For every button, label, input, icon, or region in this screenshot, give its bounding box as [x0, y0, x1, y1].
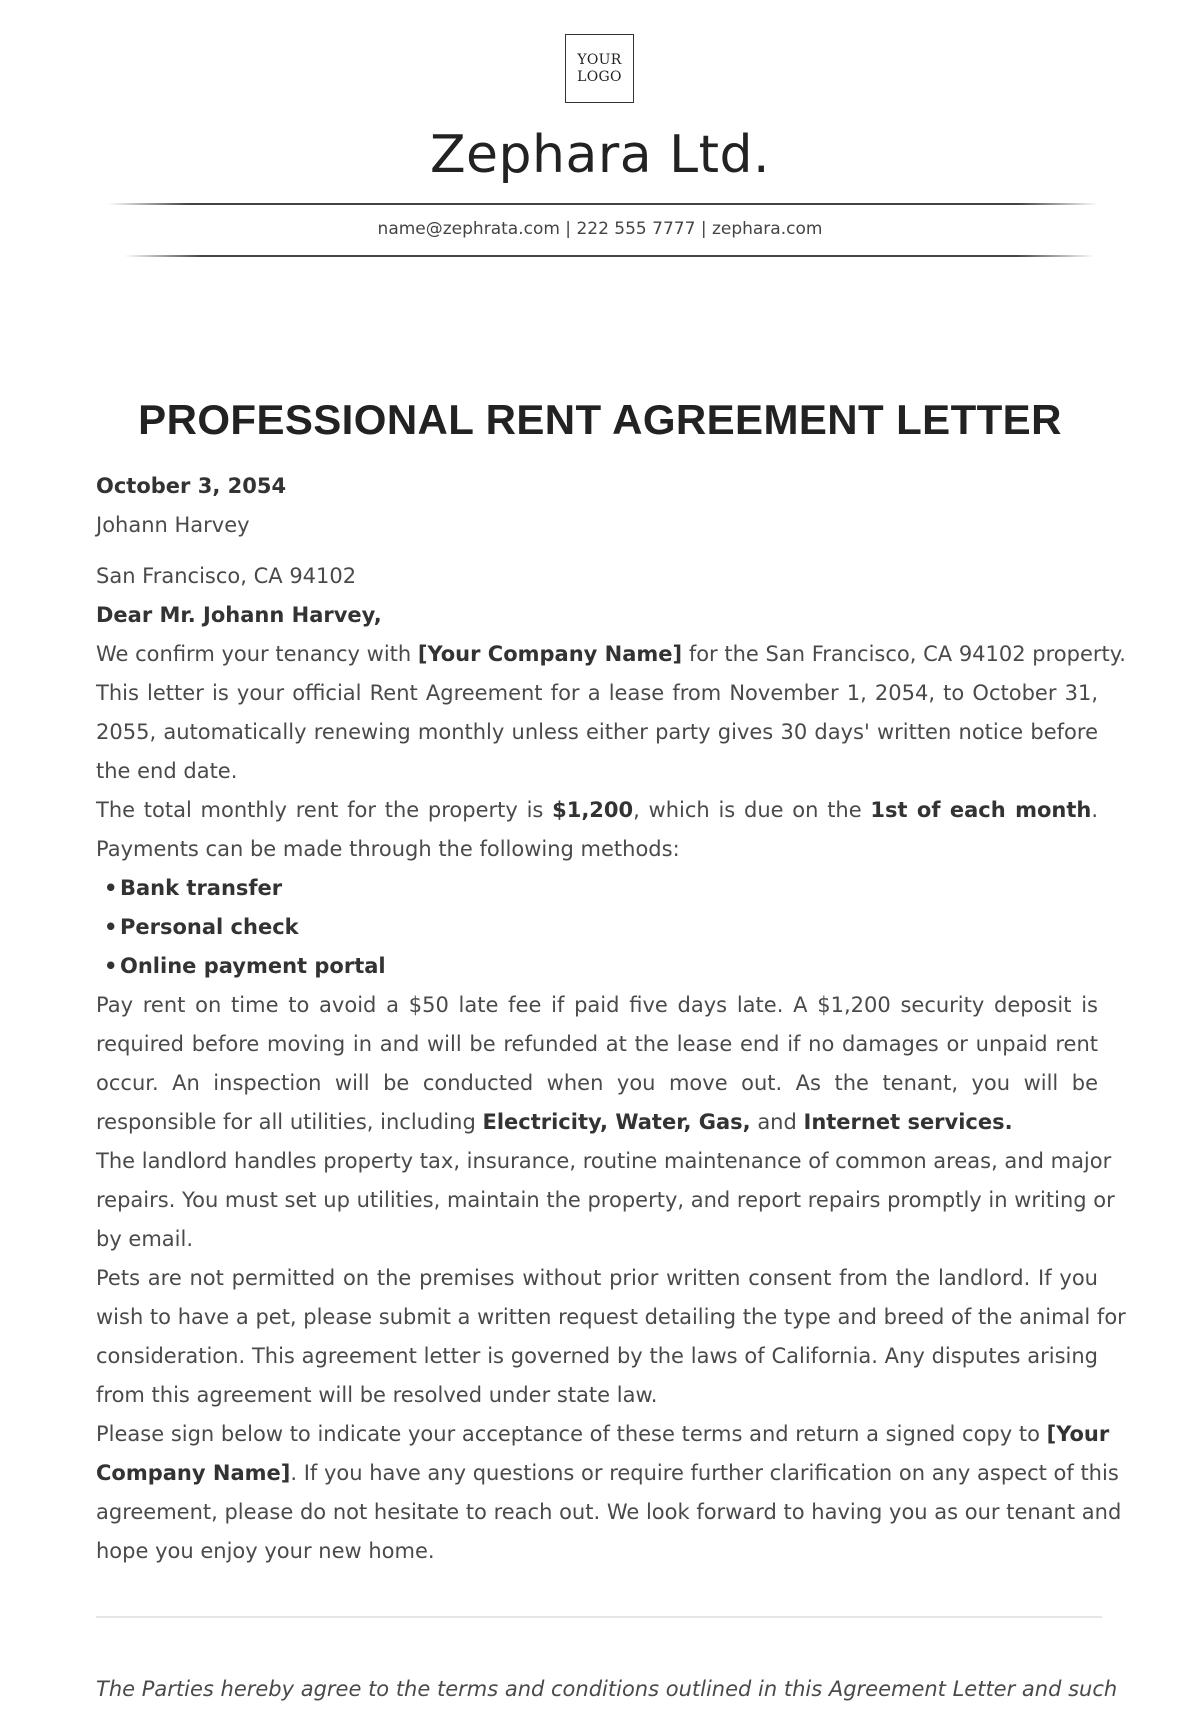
document-title: PROFESSIONAL RENT AGREEMENT LETTER	[138, 396, 1062, 443]
text-line: responsible for all utilities, including Electricity, Water, Gas, and Internet services.	[96, 1110, 1013, 1134]
paragraph-deposit-utilities	[96, 986, 1098, 1142]
text-line: consideration. This agreement letter is governed by the laws of California. Any disputes arising	[96, 1344, 1098, 1368]
closing-statement: The Parties hereby agree to the terms and conditions outlined in this Agreement Letter and such	[96, 1677, 1118, 1701]
paragraph-tenancy	[96, 635, 1126, 791]
text-line: required before moving in and will be refunded at the lease end if no damages or unpaid rent	[96, 1032, 1098, 1056]
text-line: We confirm your tenancy with [Your Company Name] for the San Francisco, CA 94102 property.	[96, 642, 1126, 666]
letter-date: October 3, 2054	[96, 474, 287, 498]
payment-methods-list	[96, 869, 1098, 986]
text-line: occur. An inspection will be conducted when you move out. As the tenant, you will be	[96, 1071, 1098, 1095]
text-line: Payments can be made through the following methods:	[96, 837, 680, 861]
list-item: • Online payment portal	[104, 954, 386, 978]
text-line: repairs. You must set up utilities, maintain the property, and report repairs promptly in writing or	[96, 1188, 1115, 1212]
text-line: wish to have a pet, please submit a written request detailing the type and breed of the animal for	[96, 1305, 1126, 1329]
text-line: Please sign below to indicate your acceptance of these terms and return a signed copy to [Your	[96, 1422, 1110, 1446]
paragraph-rent	[96, 791, 1098, 869]
paragraph-maintenance	[96, 1142, 1115, 1259]
contact-line: name@zephrata.com | 222 555 7777 | zephara.com	[377, 219, 823, 239]
paragraph-signature-request	[96, 1415, 1122, 1571]
text-line: the end date.	[96, 759, 238, 783]
text-line: from this agreement will be resolved under state law.	[96, 1383, 658, 1407]
text-line: 2055, automatically renewing monthly unless either party gives 30 days' written notice before	[96, 720, 1098, 744]
list-item: • Bank transfer	[104, 876, 283, 900]
company-name: Zephara Ltd.	[429, 125, 771, 185]
company-logo	[565, 34, 634, 103]
text-line: hope you enjoy your new home.	[96, 1539, 435, 1563]
text-line: Pets are not permitted on the premises without prior written consent from the landlord. If you	[96, 1266, 1098, 1290]
header-divider-bottom	[124, 255, 1094, 257]
logo-text-line1: YOUR	[577, 51, 622, 68]
text-line: Company Name]. If you have any questions or require further clarification on any aspect of this	[96, 1461, 1119, 1485]
recipient-name: Johann Harvey	[96, 513, 250, 537]
salutation: Dear Mr. Johann Harvey,	[96, 603, 382, 627]
text-line: This letter is your official Rent Agreement for a lease from November 1, 2054, to October 31,	[96, 681, 1098, 705]
paragraph-pets-law	[96, 1259, 1126, 1415]
section-divider	[96, 1616, 1102, 1618]
logo-text-line2: LOGO	[577, 68, 622, 85]
recipient-address: San Francisco, CA 94102	[96, 564, 357, 588]
text-line: The landlord handles property tax, insurance, routine maintenance of common areas, and major	[96, 1149, 1112, 1173]
text-line: by email.	[96, 1227, 194, 1251]
header-divider-top	[108, 203, 1098, 205]
letter-body	[96, 467, 1126, 1571]
text-line: agreement, please do not hesitate to reach out. We look forward to having you as our tenant and	[96, 1500, 1122, 1524]
text-line: Pay rent on time to avoid a $50 late fee if paid five days late. A $1,200 security deposit is	[96, 993, 1098, 1017]
text-line: The total monthly rent for the property is $1,200, which is due on the 1st of each month.	[96, 798, 1099, 822]
list-item: • Personal check	[104, 915, 299, 939]
